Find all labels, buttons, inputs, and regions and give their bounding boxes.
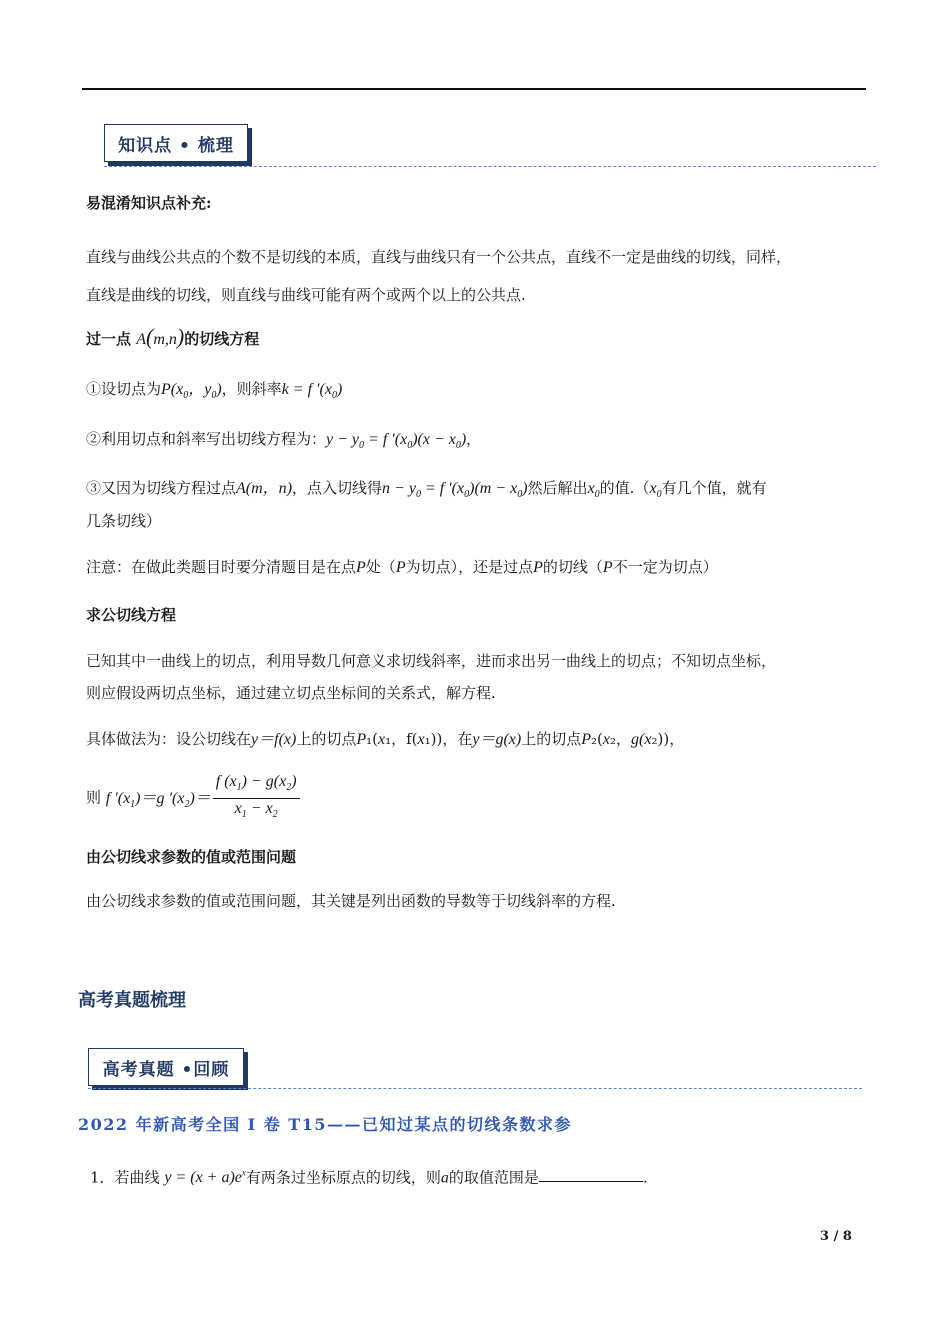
step-2: ②利用切点和斜率写出切线方程为：$y - y_0 = f$ $'(x_0)(x - x_0)$， <box>86 430 482 452</box>
step-3-line1: ③又因为切线方程过点A(m，n)，点入切线得$n - y_0 = f$ $'(x_0)(m - x_0)$然后解出$x_0$的值$.(x_0$有几个值，就有 <box>86 479 767 501</box>
header-rule <box>82 88 866 90</box>
question-1: 1．若曲线 $y = (x + a)e^x$有两条过坐标原点的切线，则a的取值范围是 . <box>90 1162 648 1189</box>
param-range-heading: 由公切线求参数的值或范围问题 <box>86 848 297 866</box>
confusion-heading: 易混淆知识点补充: <box>86 194 212 212</box>
confusion-para-line2: 直线是曲线的切线，则直线与曲线可能有两个或两个以上的公共点. <box>86 286 526 304</box>
common-tangent-para-line1: 已知其中一曲线上的切点，利用导数几何意义求切线斜率，进而求出另一曲线上的切点；不知切点坐标， <box>86 652 777 670</box>
confusion-para-line1: 直线与曲线公共点的个数不是切线的本质，直线与曲线只有一个公共点，直线不一定是曲线的切线，同样， <box>86 248 792 266</box>
common-tangent-para-line2: 则应假设两切点坐标，通过建立切点坐标间的关系式，解方程. <box>86 684 496 702</box>
param-range-para: 由公切线求参数的值或范围问题，其关键是列出函数的导数等于切线斜率的方程. <box>86 892 616 910</box>
badge-divider <box>104 166 876 167</box>
page-number: 3 / 8 <box>820 1229 852 1244</box>
slope-fraction: $\frac{f (x_1) - g(x_2)}{x_1 - x_2}$ <box>213 772 300 825</box>
common-tangent-heading: 求公切线方程 <box>86 606 177 624</box>
method-line: 具体做法为：设公切线在y＝f(x)上的切点P₁(x₁，f(x₁))，在y＝g(x)上的切点P₂(x₂，g(x₂))， <box>86 730 685 748</box>
badge2-divider <box>88 1088 862 1089</box>
knowledge-badge: 知识点 • 梳理 <box>104 124 248 162</box>
formula-line: 则 f $'(x_1)=g$ $'(x_2)=$ $\frac{f (x_1) - g(x_2)}{x_1 - x_2}$ <box>86 772 302 825</box>
step-3-line2: 几条切线） <box>86 512 162 530</box>
question-title: 2022 年新高考全国 I 卷 T15——已知过某点的切线条数求参 <box>78 1115 572 1134</box>
through-point-heading: 过一点 A(m,n)的切线方程 <box>86 324 260 349</box>
section-title: 高考真题梳理 <box>78 990 186 1010</box>
answer-blank[interactable] <box>539 1165 643 1182</box>
note: 注意：在做此类题目时要分清题目是在点P处（P为切点），还是过点P的切线（P不一定为切点） <box>86 558 718 576</box>
exam-badge: 高考真题 •回顾 <box>88 1048 244 1086</box>
step-1: ①设切点为$P(x_0$，$y_0$)，则斜率k = f $'(x_0)$ <box>86 380 343 402</box>
